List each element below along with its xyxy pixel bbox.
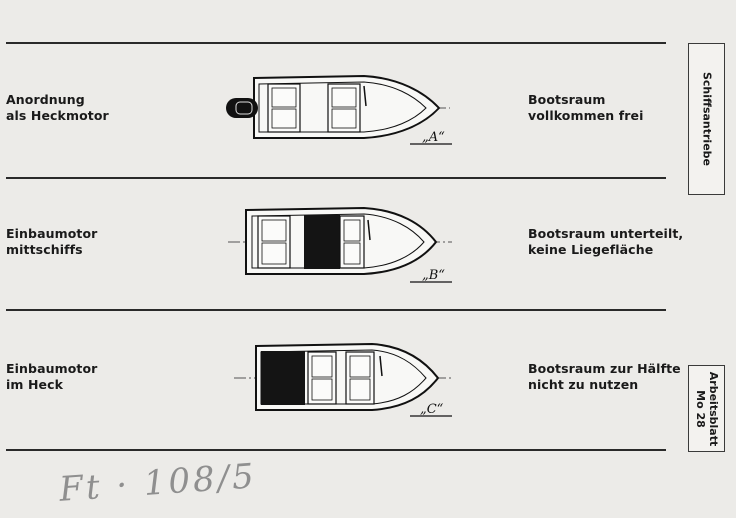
row-c-left-line-2: im Heck (6, 377, 64, 392)
boat-c-variant-label: „C“ (420, 402, 444, 417)
side-tab-worksheet-label (694, 371, 720, 445)
row-a-right-line-2: vollkommen frei (528, 108, 644, 123)
side-tab-category (688, 43, 725, 195)
boat-a-seat-2 (328, 84, 360, 132)
handwritten-archive-number: Ft · 108/5 (58, 456, 258, 510)
row-a-space-description (528, 92, 644, 124)
row-a-left-line-2: als Heckmotor (6, 108, 109, 123)
divider-line-4 (6, 449, 666, 451)
boat-a-seat-1 (268, 84, 300, 132)
row-b-left-line-2: mittschiffs (6, 242, 83, 257)
side-tab-worksheet-line-2: Mo 28 (693, 389, 707, 428)
boat-a-outboard-motor (226, 98, 258, 118)
boat-diagram-b (224, 202, 464, 286)
row-b-left-line-1: Einbaumotor (6, 226, 98, 241)
row-b-right-line-2: keine Liegefläche (528, 242, 654, 257)
row-c-right-line-2: nicht zu nutzen (528, 377, 639, 392)
side-tab-worksheet-line-1: Arbeitsblatt (706, 371, 720, 446)
divider-line-3 (6, 309, 666, 311)
side-tab-worksheet (688, 365, 725, 452)
row-c-left-line-1: Einbaumotor (6, 361, 98, 376)
row-a-right-line-1: Bootsraum (528, 92, 606, 107)
boat-b-midship-engine (304, 215, 340, 269)
row-a-engine-description (6, 92, 109, 124)
row-c-engine-description (6, 361, 97, 393)
boat-b-variant-label: „B“ (422, 268, 445, 283)
side-tab-category-label: Schiffsantriebe (700, 71, 713, 167)
boat-diagram-a (224, 70, 464, 150)
row-a-left-line-1: Anordnung (6, 92, 85, 107)
boat-diagram-c (224, 338, 464, 422)
boat-c-stern-engine (261, 351, 305, 405)
row-c-right-line-1: Bootsraum zur Hälfte (528, 361, 681, 376)
row-b-engine-description (6, 226, 97, 258)
row-b-right-line-1: Bootsraum unterteilt, (528, 226, 684, 241)
boat-a-variant-label: „A“ (422, 130, 445, 145)
divider-line-2 (6, 177, 666, 179)
divider-line-1 (6, 42, 666, 44)
row-b-space-description (528, 226, 683, 258)
row-c-space-description (528, 361, 681, 393)
boat-b-seat-1 (258, 216, 290, 268)
